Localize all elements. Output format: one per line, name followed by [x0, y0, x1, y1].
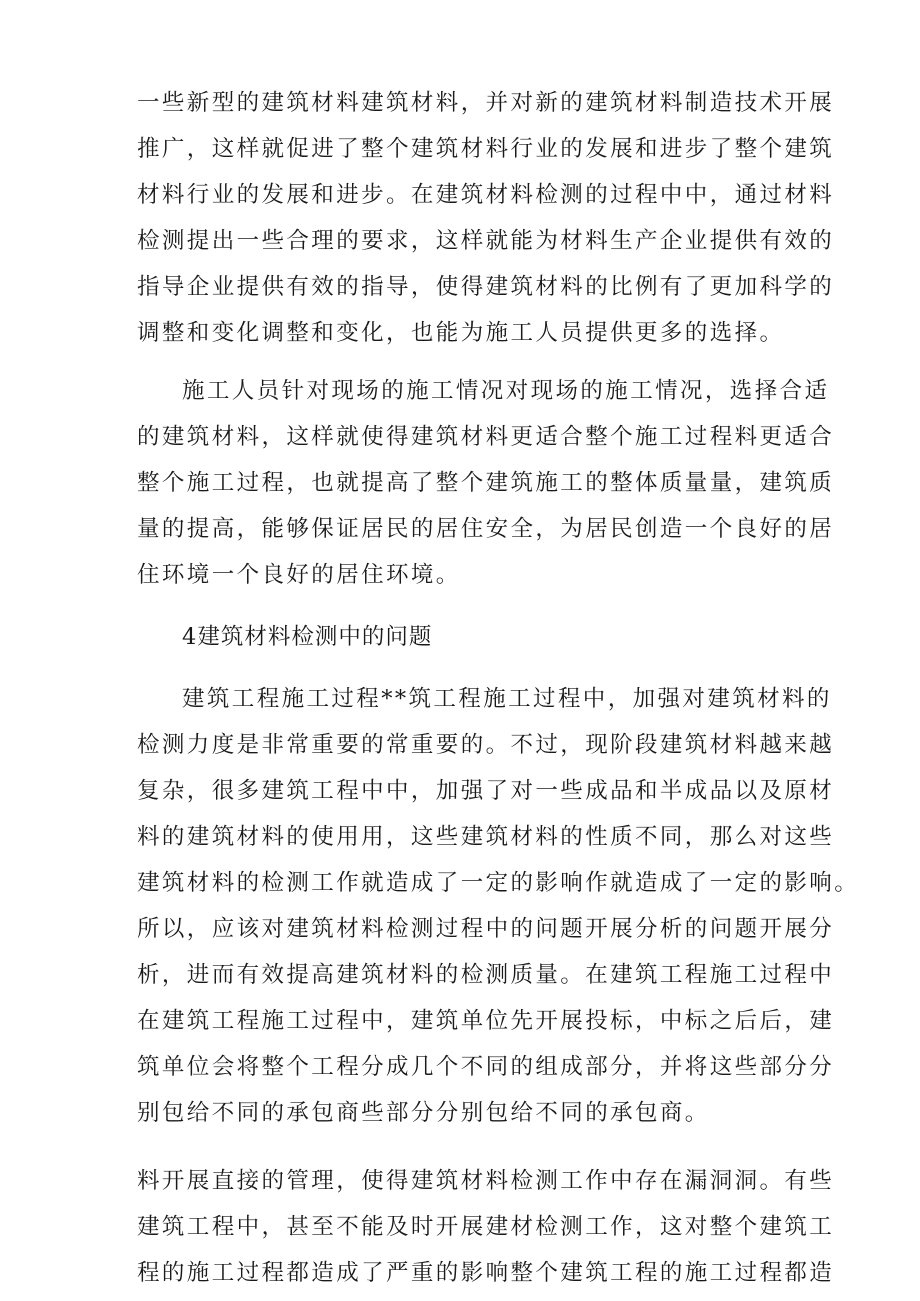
paragraph-2-line-3: 整个施工过程，也就提高了整个建筑施工的整体质量量，建筑质 [137, 470, 835, 496]
paragraph-2-line-4: 量的提高，能够保证居民的居住安全，为居民创造一个良好的居 [137, 516, 835, 542]
paragraph-1-line-5: 指导企业提供有效的指导，使得建筑材料的比例有了更加科学的 [137, 274, 835, 300]
paragraph-3-line-10: 别包给不同的承包商些部分分别包给不同的承包商。 [137, 1100, 710, 1126]
paragraph-1-line-3: 材料行业的发展和进步。在建筑材料检测的过程中中，通过材料 [137, 182, 835, 208]
paragraph-1-line-4: 检测提出一些合理的要求，这样就能为材料生产企业提供有效的 [137, 228, 835, 254]
paragraph-4-line-3: 程的施工过程都造成了严重的影响整个建筑工程的施工过程都造 [137, 1260, 835, 1286]
paragraph-3-line-1: 建筑工程施工过程**筑工程施工过程中，加强对建筑材料的 [182, 686, 832, 712]
paragraph-3-line-6: 所以，应该对建筑材料检测过程中的问题开展分析的问题开展分 [137, 916, 835, 942]
paragraph-1-line-1: 一些新型的建筑材料建筑材料，并对新的建筑材料制造技术开展 [137, 90, 835, 116]
paragraph-3-line-2: 检测力度是非常重要的常重要的。不过，现阶段建筑材料越来越 [137, 732, 835, 758]
paragraph-3-line-9: 筑单位会将整个工程分成几个不同的组成部分，并将这些部分分 [137, 1054, 835, 1080]
paragraph-3-line-8: 在建筑工程施工过程中，建筑单位先开展投标，中标之后后，建 [137, 1008, 835, 1034]
paragraph-3-line-3: 复杂，很多建筑工程中中，加强了对一些成品和半成品以及原材 [137, 778, 835, 804]
section-heading: 4建筑材料检测中的问题 [182, 624, 433, 650]
paragraph-3-line-5: 建筑材料的检测工作就造成了一定的影响作就造成了一定的影响。 [137, 870, 860, 896]
paragraph-3-line-4: 料的建筑材料的使用用，这些建筑材料的性质不同，那么对这些 [137, 824, 835, 850]
paragraph-4-line-1: 料开展直接的管理，使得建筑材料检测工作中存在漏洞洞。有些 [137, 1168, 835, 1194]
paragraph-1-line-6: 调整和变化调整和变化，也能为施工人员提供更多的选择。 [137, 320, 785, 346]
paragraph-3-line-7: 析，进而有效提高建筑材料的检测质量。在建筑工程施工过程中 [137, 962, 835, 988]
paragraph-2-line-5: 住环境一个良好的居住环境。 [137, 562, 461, 588]
paragraph-1-line-2: 推广，这样就促进了整个建筑材料行业的发展和进步了整个建筑 [137, 136, 835, 162]
paragraph-4-line-2: 建筑工程中，甚至不能及时开展建材检测工作，这对整个建筑工 [137, 1214, 835, 1240]
paragraph-2-line-1: 施工人员针对现场的施工情况对现场的施工情况，选择合适 [182, 378, 830, 404]
paragraph-2-line-2: 的建筑材料，这样就使得建筑材料更适合整个施工过程料更适合 [137, 424, 835, 450]
